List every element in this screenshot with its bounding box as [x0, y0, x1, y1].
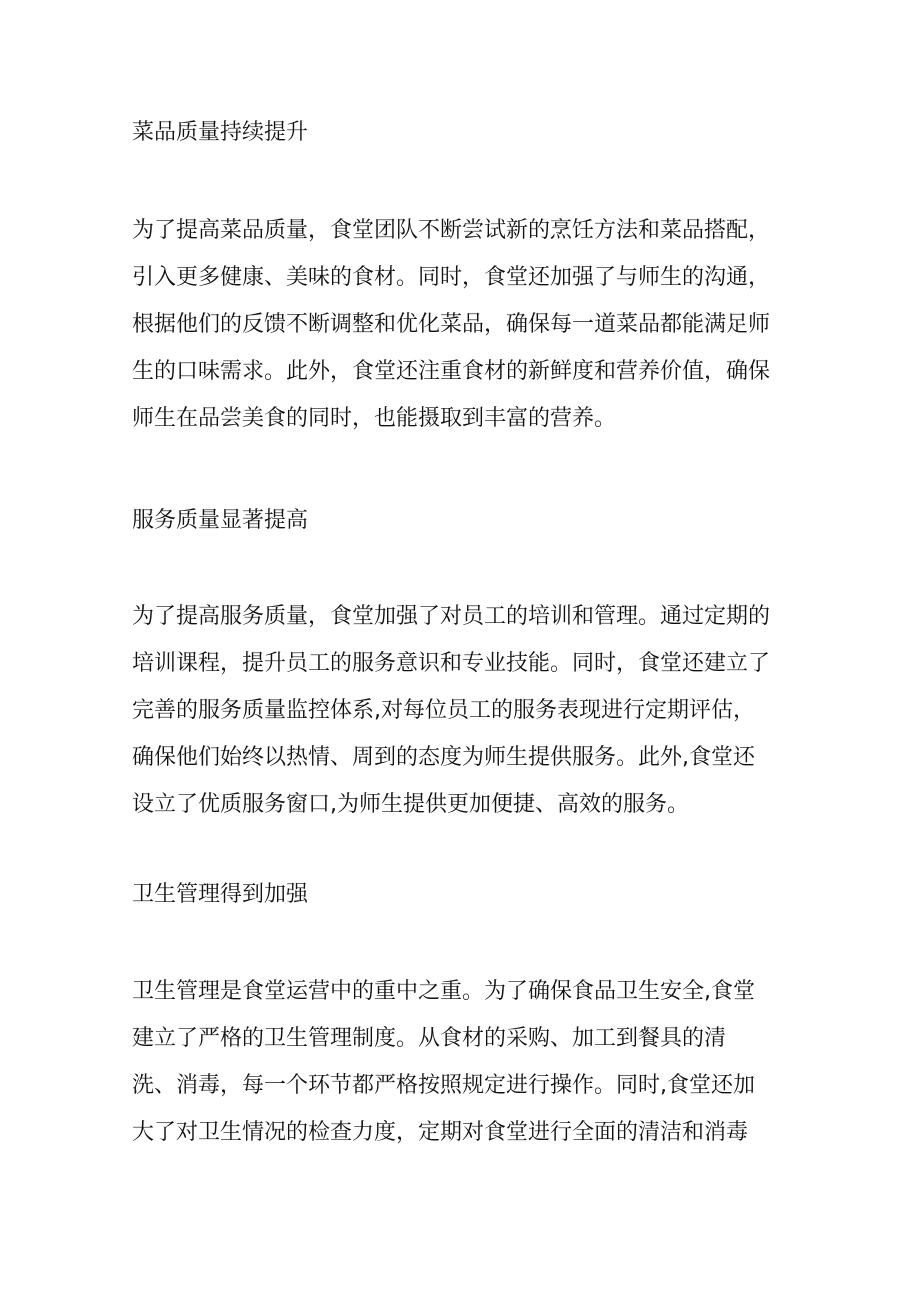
paragraph-line: 确保他们始终以热情、周到的态度为师生提供服务。此外,食堂还 — [132, 745, 755, 770]
section-heading-service-quality: 服务质量显著提高 — [132, 508, 309, 533]
paragraph-line: 卫生管理是食堂运营中的重中之重。为了确保食品卫生安全,食堂 — [132, 979, 755, 1004]
paragraph-line: 师生在品尝美食的同时，也能摄取到丰富的营养。 — [132, 406, 617, 431]
paragraph-line: 为了提高服务质量，食堂加强了对员工的培训和管理。通过定期的 — [132, 604, 771, 629]
section-paragraph-service-quality — [132, 593, 792, 828]
section-paragraph-hygiene — [132, 968, 792, 1156]
paragraph-line: 生的口味需求。此外，食堂还注重食材的新鲜度和营养价值，确保 — [132, 359, 771, 384]
paragraph-line: 培训课程，提升员工的服务意识和专业技能。同时，食堂还建立了 — [132, 651, 771, 676]
section-paragraph-dish-quality — [132, 207, 792, 442]
paragraph-line: 洗、消毒，每一个环节都严格按照规定进行操作。同时,食堂还加 — [132, 1073, 755, 1098]
paragraph-line: 为了提高菜品质量，食堂团队不断尝试新的烹饪方法和菜品搭配， — [132, 218, 771, 243]
paragraph-line: 设立了优质服务窗口,为师生提供更加便捷、高效的服务。 — [132, 792, 689, 817]
section-heading-dish-quality: 菜品质量持续提升 — [132, 120, 309, 145]
paragraph-line: 建立了严格的卫生管理制度。从食材的采购、加工到餐具的清 — [132, 1026, 727, 1051]
section-heading-hygiene: 卫生管理得到加强 — [132, 882, 309, 907]
paragraph-line: 引入更多健康、美味的食材。同时，食堂还加强了与师生的沟通， — [132, 265, 771, 290]
paragraph-line: 根据他们的反馈不断调整和优化菜品，确保每一道菜品都能满足师 — [132, 312, 771, 337]
paragraph-line: 大了对卫生情况的检查力度，定期对食堂进行全面的清洁和消毒 — [132, 1120, 749, 1145]
paragraph-line: 完善的服务质量监控体系,对每位员工的服务表现进行定期评估， — [132, 698, 755, 723]
